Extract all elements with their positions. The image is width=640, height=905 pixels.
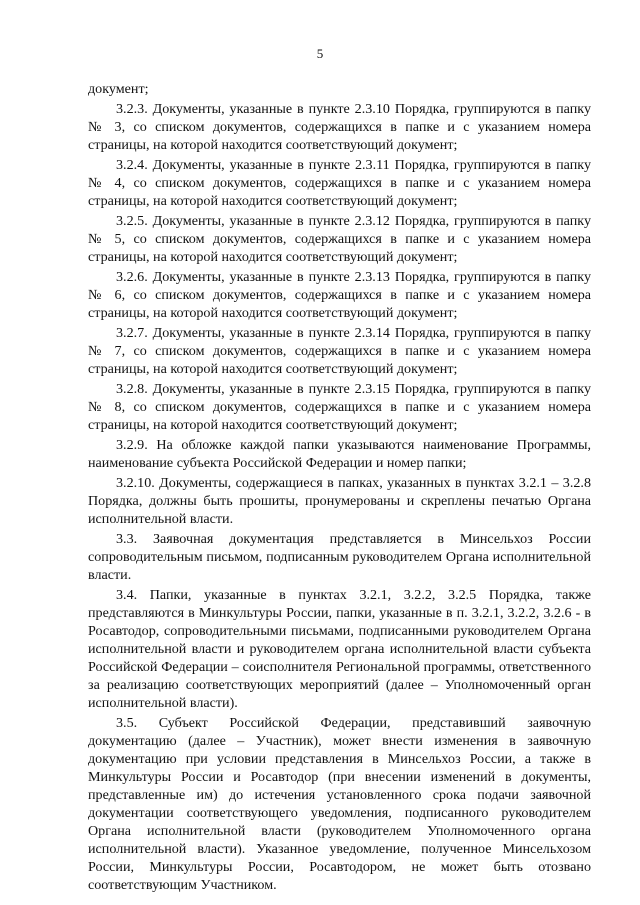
- paragraph-3-2-10: 3.2.10. Документы, содержащиеся в папках, указанных в пунктах 3.2.1 – 3.2.8 Порядка, должны быть прошиты, пронумерованы и скреплены печатью Органа исполнительной власти.: [88, 475, 591, 527]
- paragraph-3-2-4: 3.2.4. Документы, указанные в пункте 2.3.11 Порядка, группируются в папку № 4, со списком документов, содержащихся в папке и с указанием номера страницы, на которой находится соответствующий документ;: [88, 157, 591, 209]
- paragraph-3-2-8: 3.2.8. Документы, указанные в пункте 2.3.15 Порядка, группируются в папку № 8, со списком документов, содержащихся в папке и с указанием номера страницы, на которой находится соответствующий документ;: [88, 381, 591, 433]
- paragraph-3-2-3: 3.2.3. Документы, указанные в пункте 2.3.10 Порядка, группируются в папку № 3, со списком документов, содержащихся в папке и с указанием номера страницы, на которой находится соответствующий документ;: [88, 101, 591, 153]
- page-number: 5: [316, 46, 324, 61]
- paragraph-3-5: 3.5. Субъект Российской Федерации, представивший заявочную документацию (далее – Участник), может внести изменения в заявочную документацию при условии представления в Минсельхоз России, а также в Минкультуры России и Росавтодор (при внесении изменений в документы, представленные им) до истечения установленного срока подачи заявочной документации соответствующего уведомления, подписанного руководителем Органа исполнительной власти (руководителем Уполномоченного органа исполнительной власти). Указанное уведомление, полученное Минсельхозом России, Минкультуры России, Росавтодором, не может быть отозвано соответствующим Участником.: [88, 715, 591, 893]
- paragraph-continuation: документ;: [88, 81, 149, 97]
- paragraph-3-2-9: 3.2.9. На обложке каждой папки указываются наименование Программы, наименование субъекта Российской Федерации и номер папки;: [88, 437, 591, 471]
- paragraph-3-2-6: 3.2.6. Документы, указанные в пункте 2.3.13 Порядка, группируются в папку № 6, со списком документов, содержащихся в папке и с указанием номера страницы, на которой находится соответствующий документ;: [88, 269, 591, 321]
- paragraph-3-4: 3.4. Папки, указанные в пунктах 3.2.1, 3.2.2, 3.2.5 Порядка, также представляются в Минкультуры России, папки, указанные в п. 3.2.1, 3.2.2, 3.2.6 - в Росавтодор, сопроводительными письмами, подписанными руководителем Органа исполнительной власти и руководителем органа исполнительной власти субъекта Российской Федерации – соисполнителя Региональной программы, ответственного за реализацию соответствующих мероприятий (далее – Уполномоченный орган исполнительной власти).: [88, 587, 591, 711]
- paragraph-3-2-5: 3.2.5. Документы, указанные в пункте 2.3.12 Порядка, группируются в папку № 5, со списком документов, содержащихся в папке и с указанием номера страницы, на которой находится соответствующий документ;: [88, 213, 591, 265]
- document-body: [88, 80, 591, 896]
- paragraph-3-3: 3.3. Заявочная документация представляется в Минсельхоз России сопроводительным письмом, подписанным руководителем Органа исполнительной власти.: [88, 531, 591, 583]
- paragraph-3-2-7: 3.2.7. Документы, указанные в пункте 2.3.14 Порядка, группируются в папку № 7, со списком документов, содержащихся в папке и с указанием номера страницы, на которой находится соответствующий документ;: [88, 325, 591, 377]
